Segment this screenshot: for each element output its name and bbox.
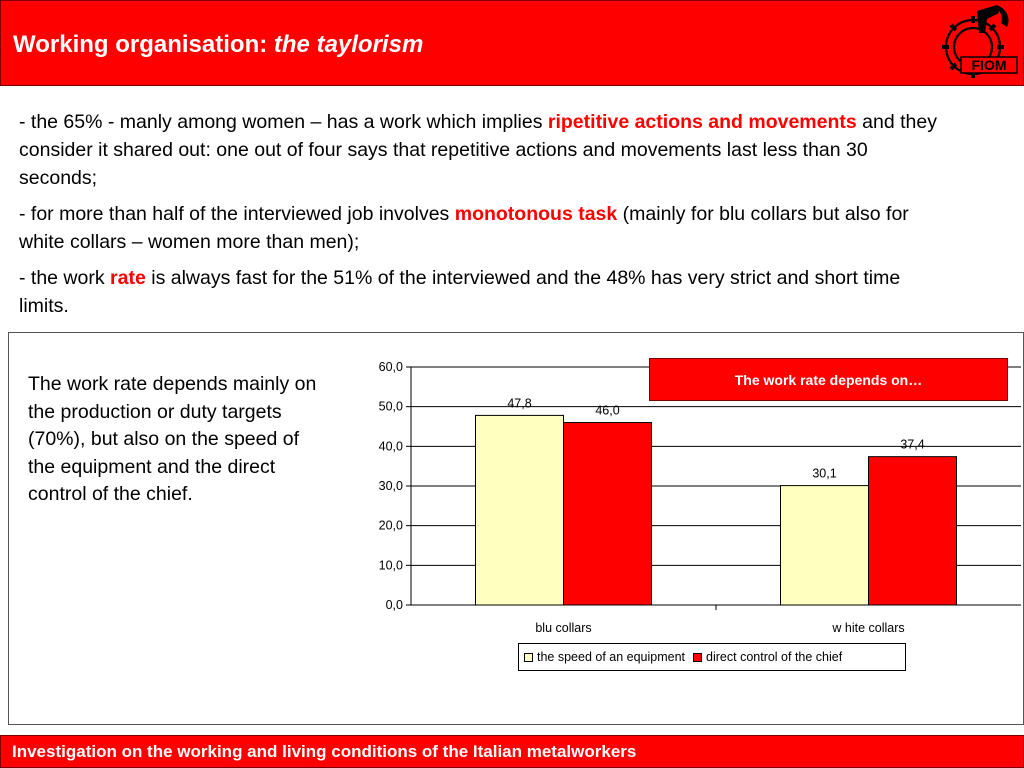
data-label: 30,1 (812, 466, 837, 481)
data-label: 47,8 (507, 396, 532, 411)
fiom-logo-text: FIOM (971, 57, 1007, 73)
footer-banner (0, 735, 1024, 768)
legend-item-control (693, 650, 842, 664)
bullet-item-monotonous: - for more than half of the interviewed job involves monotonous task (mainly for blu collars but also for white collars – women more than men); (19, 203, 909, 253)
legend-swatch-speed (524, 653, 533, 662)
bar (869, 457, 957, 605)
bullet-list (19, 108, 949, 328)
panel-description: The work rate depends mainly on the production or duty targets (70%), but also on the speed of the equipment and the direct control of the chief. (28, 373, 317, 505)
footer-text: Investigation on the working and living conditions of the Italian metalworkers (12, 742, 637, 761)
chart-panel (8, 332, 1024, 725)
fiom-logo (937, 3, 1021, 85)
slide-title: Working organisation: the taylorism (13, 31, 424, 58)
bullet-highlight: monotonous task (454, 203, 618, 225)
chart-legend (518, 643, 906, 671)
legend-swatch-control (693, 653, 702, 662)
legend-label-control: direct control of the chief (706, 650, 843, 664)
bullet-item-repetitive: - the 65% - manly among women – has a work which implies ripetitive actions and movements and they consider it shared out: one out of four says that repetitive actions and movements last less than 30 seconds; (19, 111, 937, 189)
bar (781, 486, 869, 605)
slide-title-italic: the taylorism (273, 31, 424, 58)
bullet-item-rate: - the work rate is always fast for the 51% of the interviewed and the 48% has very strict and short time limits. (19, 267, 901, 317)
bar (564, 423, 652, 605)
y-tick-label: 50,0 (378, 399, 403, 414)
y-tick-label: 60,0 (378, 360, 403, 374)
y-tick-label: 20,0 (378, 518, 403, 533)
y-tick-label: 0,0 (385, 598, 403, 612)
data-label: 46,0 (595, 403, 620, 418)
y-tick-label: 40,0 (378, 439, 403, 454)
title-banner (0, 0, 1024, 86)
bullet-highlight: rate (110, 267, 146, 289)
y-tick-label: 30,0 (378, 479, 403, 493)
data-label: 37,4 (900, 437, 925, 452)
chart-title: The work rate depends on… (649, 358, 1008, 401)
legend-label-speed: the speed of an equipment (537, 650, 686, 664)
x-category-label: w hite collars (832, 621, 905, 635)
x-category-label: blu collars (535, 621, 592, 635)
bullet-highlight: ripetitive actions and movements (547, 111, 857, 133)
legend-item-speed (524, 650, 685, 664)
y-tick-label: 10,0 (378, 558, 403, 573)
bar (476, 415, 564, 605)
